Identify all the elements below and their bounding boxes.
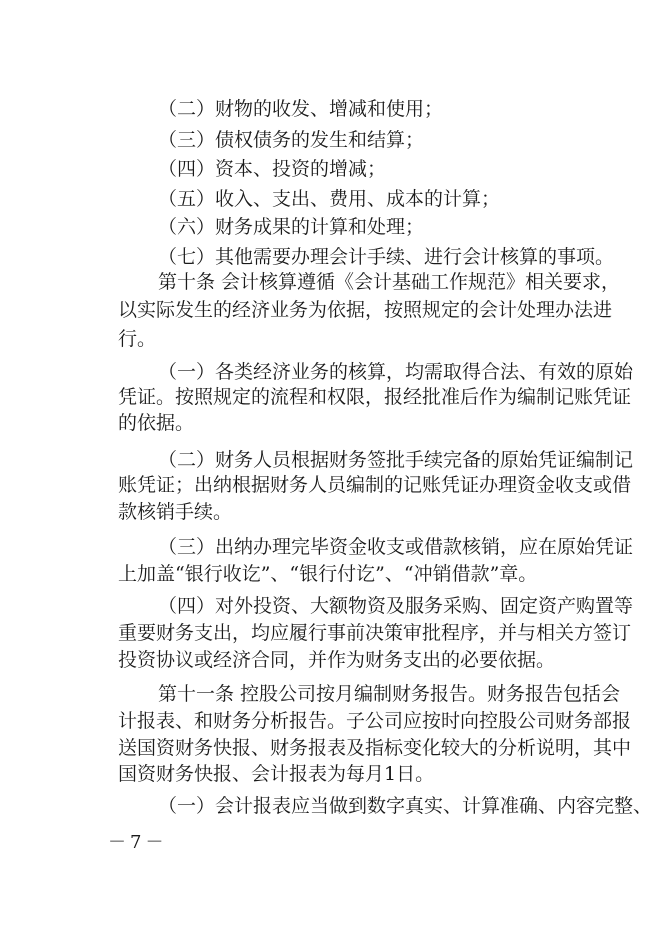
text-line: 送国资财务快报、财务报表及指标变化较大的分析说明，其中 xyxy=(118,737,632,759)
article-11-heading: 第十一条 控股公司按月编制财务报告。财务报告包括会 xyxy=(158,683,621,705)
text-line: 投资协议或经济合同，并作为财务支出的必要依据。 xyxy=(118,649,556,671)
article-10-heading: 第十条 会计核算遵循《会计基础工作规范》相关要求， xyxy=(158,271,621,293)
text-line: 重要财务支出，均应履行事前决策审批程序，并与相关方签订 xyxy=(118,622,632,644)
text-line: 账凭证；出纳根据财务人员编制的记账凭证办理资金收支或借 xyxy=(118,474,632,496)
text-line: 款核销手续。 xyxy=(118,501,233,523)
text-line: 的依据。 xyxy=(118,412,195,434)
page-number: －7－ xyxy=(108,832,168,853)
text-line: （二）财务人员根据财务签批手续完备的原始凭证编制记 xyxy=(158,449,634,471)
text-line: （三）债权债务的发生和结算； xyxy=(158,129,425,151)
text-line: （六）财务成果的计算和处理； xyxy=(158,216,425,238)
text-line: （二）财物的收发、增减和使用； xyxy=(158,98,444,120)
text-line: 上加盖“银行收讫”、“银行付讫”、“冲销借款”章。 xyxy=(118,563,538,585)
text-line: 计报表、和财务分析报告。子公司应按时向控股公司财务部报 xyxy=(118,710,632,732)
text-line: （七）其他需要办理会计手续、进行会计核算的事项。 xyxy=(158,246,615,268)
text-line: 国资财务快报、会计报表为每月1日。 xyxy=(118,763,435,785)
text-line: （一）各类经济业务的核算，均需取得合法、有效的原始 xyxy=(158,361,634,383)
text-line: 行。 xyxy=(118,328,157,350)
text-line: （一）会计报表应当做到数字真实、计算准确、内容完整、 xyxy=(158,795,653,817)
text-line: （四）资本、投资的增减； xyxy=(158,158,387,180)
text-line: 凭证。按照规定的流程和权限，报经批准后作为编制记账凭证 xyxy=(118,386,632,408)
text-line: （四）对外投资、大额物资及服务采购、固定资产购置等 xyxy=(158,595,634,617)
text-line: （三）出纳办理完毕资金收支或借款核销，应在原始凭证 xyxy=(158,536,634,558)
text-line: 以实际发生的经济业务为依据，按照规定的会计处理办法进 xyxy=(118,299,613,321)
text-line: （五）收入、支出、费用、成本的计算； xyxy=(158,188,501,210)
